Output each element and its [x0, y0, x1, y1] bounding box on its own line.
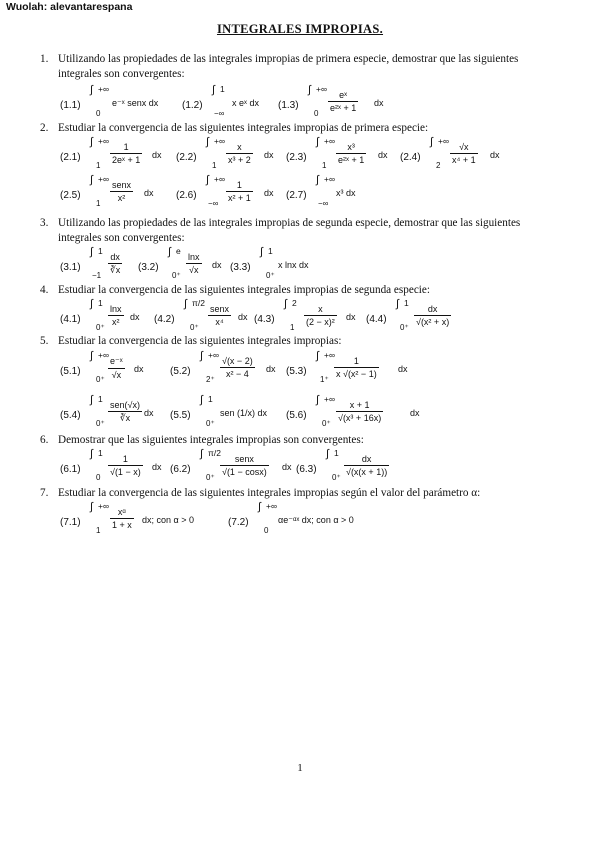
fraction: dx √(x² + x): [416, 304, 450, 327]
lower-limit: −∞: [214, 109, 225, 118]
fraction: dx ∛x: [110, 252, 121, 275]
fraction: xᵅ 1 + x: [112, 507, 132, 530]
exercise-statement: Estudiar la convergencia de las siguientes integrales impropias de primera especie:: [58, 122, 429, 134]
fraction: x x³ + 2: [228, 142, 251, 165]
fraction: e⁻ˣ √x: [110, 356, 123, 380]
lower-limit: 0: [96, 109, 101, 118]
fraction: 1 2eˣ + 1: [112, 142, 141, 165]
page-title: INTEGRALES IMPROPIAS.: [216, 22, 384, 36]
integrand: x eˣ dx: [232, 98, 259, 108]
exercise-number: 6.: [40, 434, 49, 446]
fraction: sen(√x) ∛x: [110, 400, 140, 423]
fraction: 1 √(1 − x): [110, 454, 141, 477]
formula-label: (1.1): [60, 100, 81, 111]
fraction: x + 1 √(x³ + 16x): [338, 400, 382, 423]
lower-limit: 0: [314, 109, 319, 118]
fraction: √(x − 2) x² − 4: [222, 356, 253, 379]
exercise-number: 4.: [40, 284, 49, 296]
fraction: lnx √x: [188, 252, 200, 275]
exercise-statement: Demostrar que las siguientes integrales impropias son convergentes:: [58, 434, 364, 446]
fraction: x (2 − x)²: [306, 304, 335, 327]
upper-limit: 1: [220, 84, 225, 94]
watermark-header: Wuolah: alevantarespana: [6, 1, 133, 13]
exercise-number: 7.: [40, 487, 49, 499]
formula-label: (1.3): [278, 100, 299, 111]
fraction: 1 x √(x² − 1): [336, 356, 377, 379]
fraction: senx x⁴: [210, 304, 230, 327]
fraction: lnx x²: [110, 304, 122, 327]
integrand: e⁻ˣ senx dx: [112, 98, 159, 108]
formula-label: (1.2): [182, 100, 203, 111]
exercise-number: 5.: [40, 335, 49, 347]
exercise-statement: Estudiar la convergencia de las siguientes integrales impropias:: [58, 335, 342, 347]
upper-limit: +∞: [316, 84, 328, 94]
exercise-number: 2.: [40, 122, 49, 134]
fraction: x³ e²ˣ + 1: [338, 142, 365, 165]
fraction: eˣ e²ˣ + 1: [330, 90, 357, 113]
exercise-statement: Utilizando las propiedades de las integrales impropias de segunda especie, demostrar que las siguientes integrales son convergentes:: [58, 217, 521, 244]
upper-limit: +∞: [98, 84, 110, 94]
exercise-number: 3.: [40, 217, 49, 229]
fraction: senx x²: [112, 180, 132, 203]
exercise-statement: Estudiar la convergencia de las siguientes integrales impropias de segunda especie:: [58, 284, 430, 296]
fraction: senx √(1 − cosx): [222, 454, 267, 477]
fraction: dx √(x(x + 1)): [346, 454, 388, 477]
fraction: 1 x² + 1: [228, 180, 251, 203]
exercise-statement: Utilizando las propiedades de las integrales impropias de primera especie, demostrar que las siguientes integrales son convergentes:: [58, 53, 519, 80]
fraction: √x x⁴ + 1: [452, 142, 476, 165]
page-number: 1: [297, 762, 303, 774]
exercise-statement: Estudiar la convergencia de las siguientes integrales impropias según el valor del parámetro α:: [58, 487, 481, 499]
exercise-number: 1.: [40, 53, 49, 65]
